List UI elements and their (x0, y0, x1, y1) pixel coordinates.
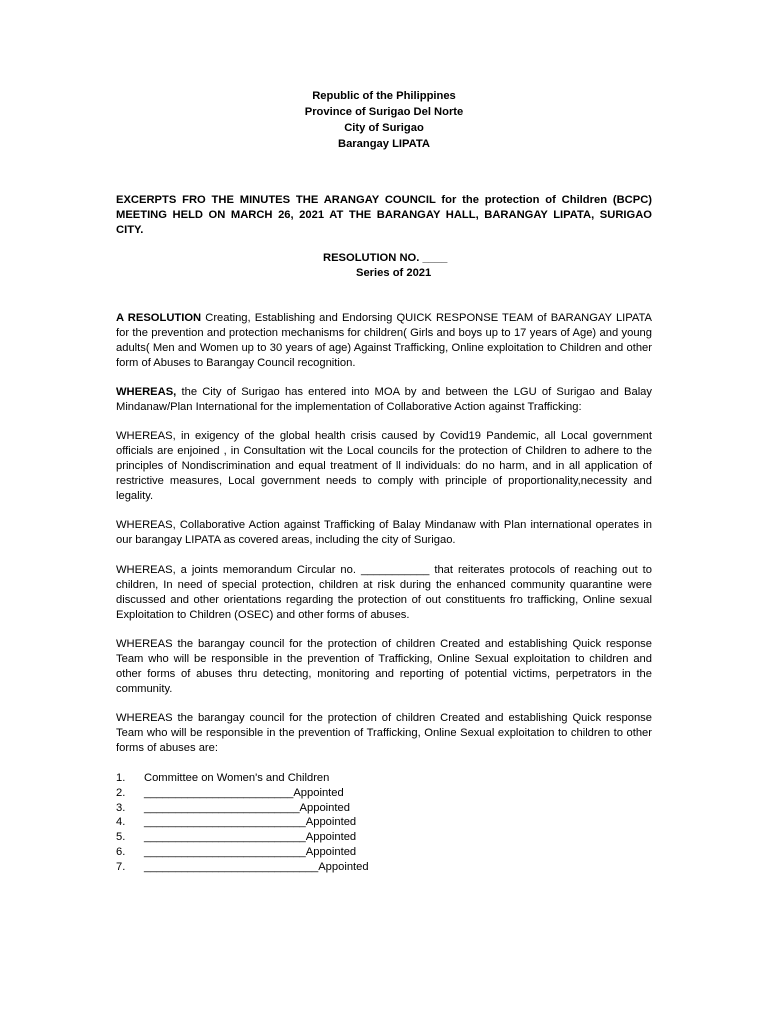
list-item-text: __________________________Appointed (144, 845, 357, 858)
list-item-number: 5. (116, 831, 126, 844)
list-item-text: Committee on Women's and Children (144, 772, 330, 784)
letterhead (0, 88, 768, 152)
list-item-text: __________________________Appointed (144, 816, 357, 829)
whereas-paragraph-4 (116, 563, 652, 623)
list-item-text: ____________________________Appointed (144, 860, 369, 873)
list-item (116, 860, 516, 875)
qrt-member-list (116, 771, 516, 875)
header-province: Province of Surigao Del Norte (304, 106, 464, 118)
list-item (116, 771, 516, 786)
list-item-text: _________________________Appointed (144, 801, 350, 814)
list-item-number: 4. (116, 816, 126, 829)
resolution-intro-paragraph (116, 311, 652, 371)
list-item-text: __________________________Appointed (144, 831, 357, 844)
list-item-text: ________________________Appointed (144, 786, 344, 799)
list-item-number: 2. (116, 786, 126, 799)
list-item (116, 801, 516, 816)
header-republic: Republic of the Philippines (312, 90, 456, 102)
whereas-lead: WHEREAS, (116, 386, 177, 398)
resolution-number: RESOLUTION NO. ____ (323, 252, 448, 264)
list-item (116, 845, 516, 860)
list-item (116, 830, 516, 845)
whereas-paragraph-1 (116, 385, 652, 415)
list-item-number: 6. (116, 845, 126, 858)
whereas-paragraph-5 (116, 637, 652, 697)
resolution-series: Series of 2021 (356, 267, 432, 279)
resolution-intro-text: Creating, Establishing and Endorsing QUICK RESPONSE TEAM of BARANGAY LIPATA for the prevention and protection mechanisms for children( Girls and boys up to 17 years of Age) and young adults( Men and Women up to 30 years of age) Against Trafficking, Online exploitation to Children and other form of Abuses to Barangay Council recognition. (116, 312, 652, 369)
list-item (116, 815, 516, 830)
whereas-3-text: WHEREAS, Collaborative Action against Trafficking of Balay Mindanaw with Plan international operates in our barangay LIPATA as covered areas, including the city of Surigao. (116, 519, 652, 546)
list-item-number: 7. (116, 860, 126, 873)
header-barangay: Barangay LIPATA (338, 138, 430, 150)
whereas-paragraph-3 (116, 518, 652, 548)
whereas-5-text: WHEREAS the barangay council for the protection of children Created and establishing Quick response Team who will be responsible in the prevention of Trafficking, Online Sexual exploitation to children and other forms of abuses thru detecting, monitoring and reporting of potential victims, perpetrators in the community. (116, 638, 652, 695)
whereas-2-text: WHEREAS, in exigency of the global health crisis caused by Covid19 Pandemic, all Local government officials are enjoined , in Consultation wit the Local councils for the protection of Children to adhere to the principles of Nondiscrimination and equal treatment of ll individuals: do no harm, and in all application of restrictive measures, Local government needs to comply with principle of proportionality,necessity and legality. (116, 430, 652, 502)
whereas-4-text: WHEREAS, a joints memorandum Circular no. ___________ that reiterates protocols of reaching out to children, In need of special protection, children at risk during the enhanced community quarantine were discussed and other orientations regarding the protection of out constituents fro trafficking, Online sexual Exploitation to Children (OSEC) and other forms of abuses. (116, 564, 652, 621)
header-city: City of Surigao (344, 122, 424, 134)
whereas-paragraph-2 (116, 429, 652, 504)
list-item (116, 786, 516, 801)
list-item-number: 3. (116, 801, 126, 814)
minutes-excerpt-heading: EXCERPTS FRO THE MINUTES THE ARANGAY COUNCIL for the protection of Children (BCPC) MEETING HELD ON MARCH 26, 2021 AT THE BARANGAY HALL, BARANGAY LIPATA, SURIGAO CITY. (116, 194, 652, 236)
whereas-6-text: WHEREAS the barangay council for the protection of children Created and establishing Quick response Team who will be responsible in the prevention of Trafficking, Online Sexual exploitation to children to other forms of abuses are: (116, 712, 652, 754)
list-item-number: 1. (116, 772, 126, 784)
whereas-1-text: the City of Surigao has entered into MOA by and between the LGU of Surigao and Balay Mindanaw/Plan International for the implementation of Collaborative Action against Trafficking: (116, 386, 652, 413)
whereas-paragraph-6 (116, 711, 652, 756)
resolution-lead: A RESOLUTION (116, 312, 202, 324)
